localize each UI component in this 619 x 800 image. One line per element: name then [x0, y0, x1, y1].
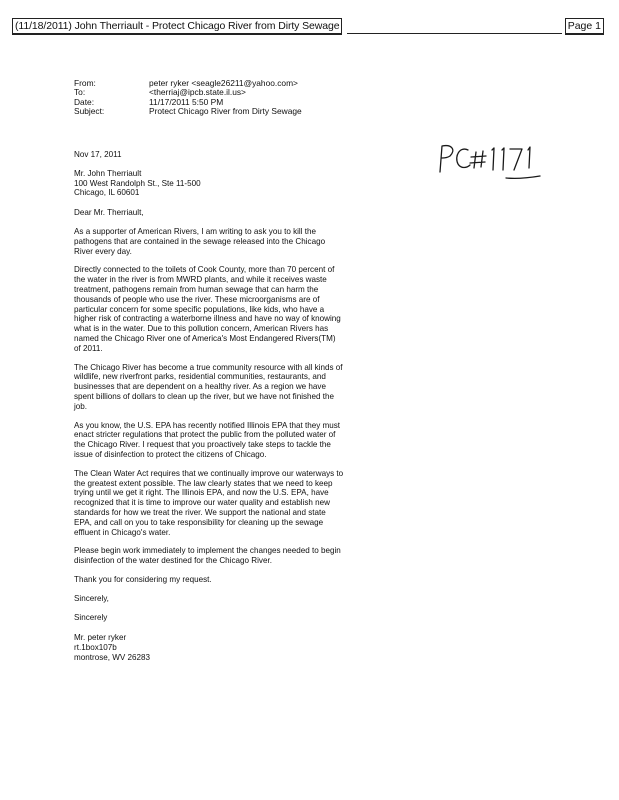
signature-line: montrose, WV 26283	[74, 652, 151, 662]
meta-date-label: Date:	[74, 96, 95, 107]
meta-date-value: 11/17/2011 5:50 PM	[149, 96, 224, 107]
paragraph: The Clean Water Act requires that we continually improve our waterways to the greatest extent possible. The law clearly states that we need to keep trying until we get it right. The Illinois EPA, and now the U.S. EPA, have recognized that it is time to improve our water quality and establish new standards for how we treat the river. We support the national and state EPA, and call on you to take responsibility for cleaning up the sewage effluent in Chicago's water.	[74, 468, 344, 537]
document-header	[12, 18, 604, 34]
signature-line: Mr. peter ryker	[74, 633, 127, 643]
closing: Sincerely,	[74, 593, 109, 603]
recipient-address	[74, 169, 344, 198]
handwritten-stamp	[436, 138, 546, 182]
signature-line: Sincerely	[74, 613, 108, 623]
meta-subject-label: Subject:	[74, 105, 105, 116]
signature-line: rt.1box107b	[74, 642, 117, 652]
address-line: Mr. John Therriault	[74, 168, 142, 178]
header-rule	[347, 33, 562, 34]
paragraph: The Chicago River has become a true community resource with all kinds of wildlife, new riverfront parks, residential communities, restaurants, and businesses that are dependent on a healthy river. As a region we have spent billions of dollars to clean up the river, but we have not finished the job.	[74, 362, 343, 411]
header-page-number: Page 1	[565, 18, 604, 35]
meta-subject-row	[74, 107, 302, 116]
address-line: Chicago, IL 60601	[74, 188, 140, 198]
paragraph: Thank you for considering my request.	[74, 574, 212, 584]
signature-block	[74, 613, 344, 662]
letter-body	[74, 150, 344, 662]
header-title: (11/18/2011) John Therriault - Protect Chicago River from Dirty Sewage	[12, 18, 342, 35]
paragraph: As you know, the U.S. EPA has recently notified Illinois EPA that they must enact stricter regulations that protect the public from the polluted water of the Chicago River. I request that you proactively take steps to tackle the issue of disinfection to protect the citizens of Chicago.	[74, 420, 341, 459]
letter-date: Nov 17, 2011	[74, 150, 122, 159]
meta-from-value: peter ryker <seagle26211@yahoo.com>	[149, 78, 298, 88]
meta-from-label: From:	[74, 78, 96, 88]
paragraph: Directly connected to the toilets of Cook County, more than 70 percent of the water in the river is from MWRD plants, and while it receives waste treatment, pathogens remain from human sewage that can harm the thousands of people who use the river. These microorganisms are of particular concern for some specific populations, like kids, who have a higher risk of contracting a waterborne illness and have no way of knowing what is in the water. Due to this pollution concern, American Rivers has named the Chicago River one of America's Most Endangered Rivers(TM) of 2011.	[74, 265, 341, 353]
signature-line	[74, 623, 344, 633]
paragraph: Please begin work immediately to implement the changes needed to begin disinfection of the water destined for the Chicago River.	[74, 546, 341, 566]
meta-to-label: To:	[74, 87, 86, 98]
email-metadata	[74, 79, 302, 116]
meta-subject-value: Protect Chicago River from Dirty Sewage	[149, 105, 302, 116]
salutation: Dear Mr. Therriault,	[74, 208, 144, 218]
paragraph: As a supporter of American Rivers, I am writing to ask you to kill the pathogens that are contained in the sewage released into the Chicago River every day.	[74, 226, 326, 256]
address-line: 100 West Randolph St., Ste 11-500	[74, 178, 201, 188]
meta-to-value: <therriaj@ipcb.state.il.us>	[149, 87, 246, 98]
